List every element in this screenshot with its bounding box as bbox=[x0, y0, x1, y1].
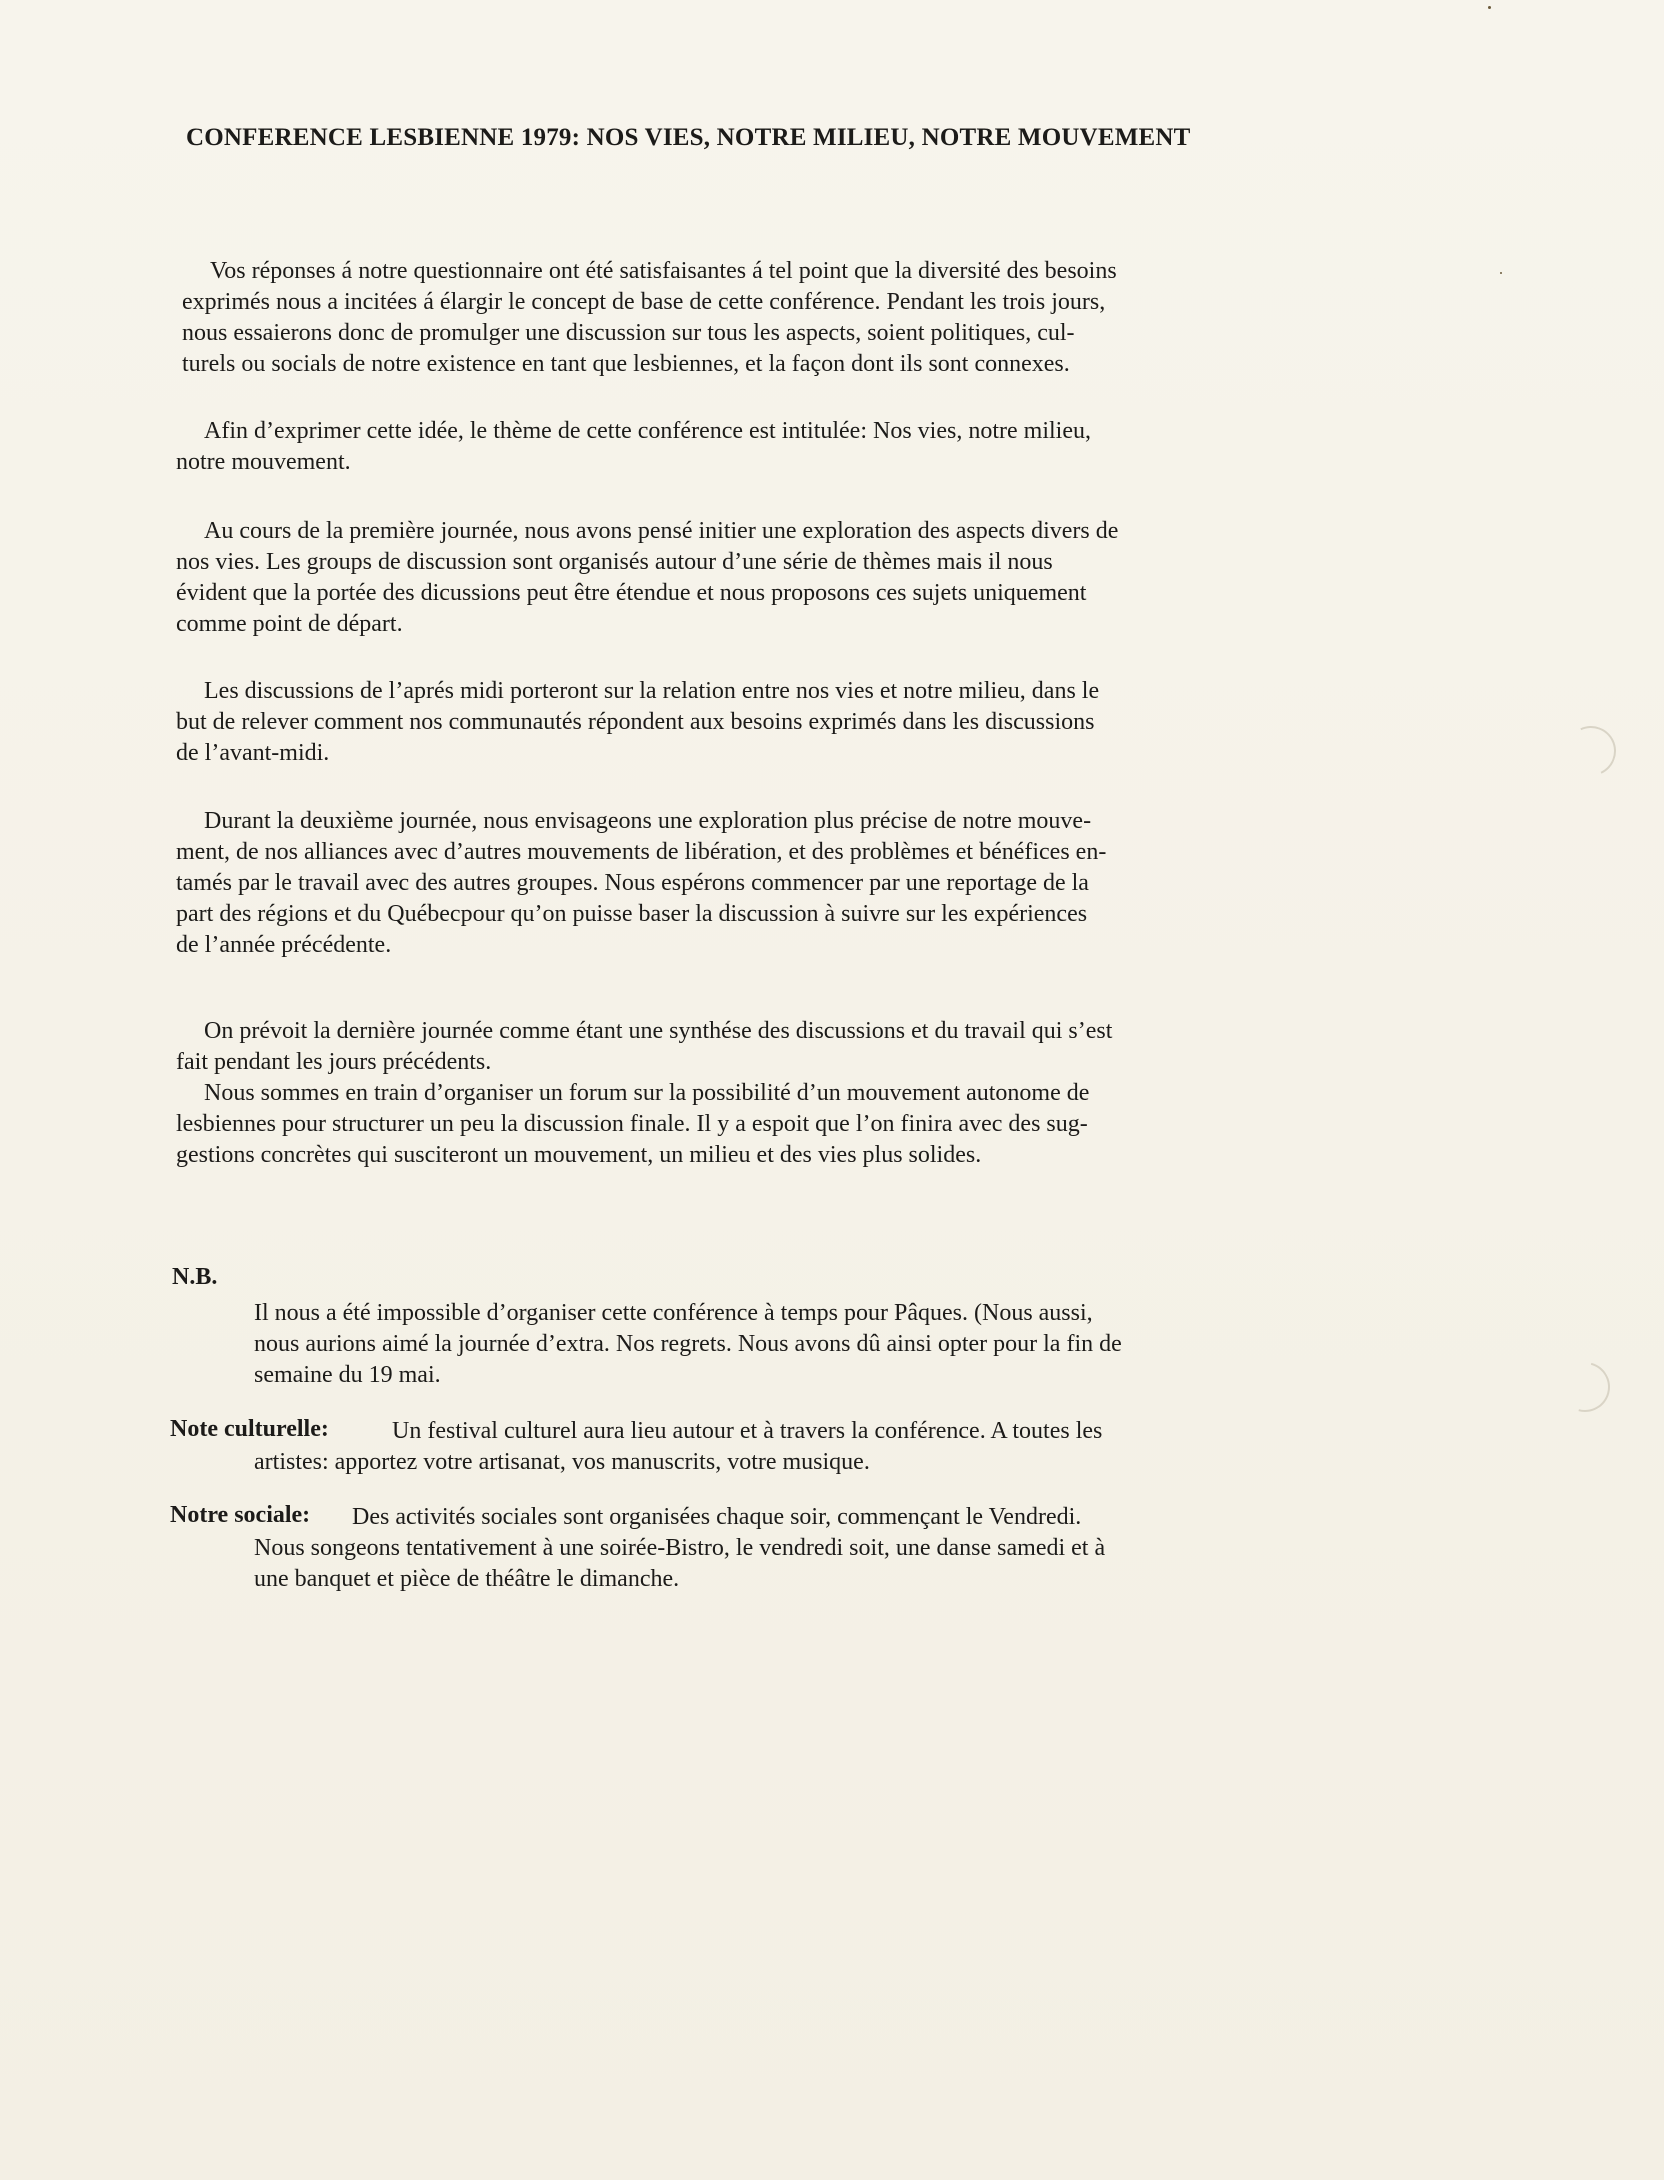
note-culturelle-first-line bbox=[392, 1416, 1342, 1447]
paragraph-line: Nous sommes en train d’organiser un forum sur la possibilité d’un mouvement autonome de bbox=[204, 1080, 1090, 1106]
paragraph-line: exprimés nous a incitées á élargir le concept de base de cette conférence. Pendant les trois jours, bbox=[182, 289, 1106, 315]
paragraph-line: Nous songeons tentativement à une soirée-Bistro, le vendredi soit, une danse samedi et à bbox=[254, 1535, 1106, 1561]
paragraph-6 bbox=[176, 1016, 1344, 1078]
paragraph-line: Il nous a été impossible d’organiser cette conférence à temps pour Pâques. (Nous aussi, bbox=[254, 1300, 1093, 1326]
paragraph-line: fait pendant les jours précédents. bbox=[176, 1049, 492, 1075]
paragraph-line: Au cours de la première journée, nous avons pensé initier une exploration des aspects divers de bbox=[204, 518, 1119, 544]
paragraph-line: On prévoit la dernière journée comme étant une synthése des discussions et du travail qui s’est bbox=[204, 1018, 1113, 1044]
paper-speck bbox=[1488, 6, 1491, 9]
paragraph-7 bbox=[176, 1078, 1344, 1171]
paragraph-line: Afin d’exprimer cette idée, le thème de cette conférence est intitulée: Nos vies, notre milieu, bbox=[204, 418, 1091, 444]
paragraph-line: comme point de départ. bbox=[176, 611, 403, 637]
paragraph-line: évident que la portée des dicussions peut être étendue et nous proposons ces sujets uniquement bbox=[176, 580, 1087, 606]
paragraph-line: turels ou socials de notre existence en tant que lesbiennes, et la façon dont ils sont connexes. bbox=[182, 351, 1070, 377]
document-title: CONFERENCE LESBIENNE 1979: NOS VIES, NOTRE MILIEU, NOTRE MOUVEMENT bbox=[186, 124, 1191, 151]
paragraph-line: Durant la deuxième journée, nous envisageons une exploration plus précise de notre mouve- bbox=[204, 808, 1092, 834]
paragraph-line: Vos réponses á notre questionnaire ont été satisfaisantes á tel point que la diversité des besoins bbox=[210, 258, 1117, 284]
paragraph-line: nous aurions aimé la journée d’extra. Nos regrets. Nous avons dû ainsi opter pour la fin de bbox=[254, 1331, 1122, 1357]
paragraph-line: Les discussions de l’aprés midi porteront sur la relation entre nos vies et notre milieu, dans le bbox=[204, 678, 1100, 704]
notre-sociale-first-line bbox=[352, 1502, 1342, 1533]
paragraph-5 bbox=[176, 806, 1344, 961]
nb-paragraph bbox=[254, 1298, 1344, 1391]
paragraph-line: semaine du 19 mai. bbox=[254, 1362, 441, 1388]
paragraph-1 bbox=[182, 256, 1350, 380]
note-culturelle-label: Note culturelle: bbox=[170, 1416, 329, 1442]
paragraph-line: de l’année précédente. bbox=[176, 932, 392, 958]
paragraph-line: gestions concrètes qui susciteront un mouvement, un milieu et des vies plus solides. bbox=[176, 1142, 982, 1168]
paragraph-line: Des activités sociales sont organisées chaque soir, commençant le Vendredi. bbox=[352, 1504, 1082, 1530]
paragraph-line: tamés par le travail avec des autres groupes. Nous espérons commencer par une reportage de la bbox=[176, 870, 1089, 896]
notre-sociale-label: Notre sociale: bbox=[170, 1502, 311, 1528]
paragraph-4 bbox=[176, 676, 1344, 769]
notre-sociale-rest bbox=[254, 1533, 1344, 1595]
paragraph-line: nous essaierons donc de promulger une discussion sur tous les aspects, soient politiques, cul- bbox=[182, 320, 1075, 346]
paragraph-line: nos vies. Les groups de discussion sont organisés autour d’une série de thèmes mais il nous bbox=[176, 549, 1053, 575]
paper-speck bbox=[1500, 272, 1502, 274]
paragraph-line: de l’avant-midi. bbox=[176, 740, 330, 766]
paragraph-line: but de relever comment nos communautés répondent aux besoins exprimés dans les discussions bbox=[176, 709, 1095, 735]
paragraph-2 bbox=[176, 416, 1344, 478]
note-culturelle-rest bbox=[254, 1447, 1344, 1478]
paragraph-line: notre mouvement. bbox=[176, 449, 351, 475]
paper-fold-mark bbox=[1559, 719, 1623, 783]
nb-label: N.B. bbox=[172, 1264, 218, 1290]
paragraph-line: artistes: apportez votre artisanat, vos manuscrits, votre musique. bbox=[254, 1449, 870, 1475]
paragraph-line: part des régions et du Québecpour qu’on puisse baser la discussion à suivre sur les expériences bbox=[176, 901, 1088, 927]
paragraph-line: lesbiennes pour structurer un peu la discussion finale. Il y a espoit que l’on finira avec des sug- bbox=[176, 1111, 1088, 1137]
paragraph-3 bbox=[176, 516, 1344, 640]
paragraph-line: ment, de nos alliances avec d’autres mouvements de libération, et des problèmes et bénéfices en- bbox=[176, 839, 1107, 865]
paper-fold-mark bbox=[1551, 1353, 1619, 1421]
paragraph-line: une banquet et pièce de théâtre le dimanche. bbox=[254, 1566, 680, 1592]
paragraph-line: Un festival culturel aura lieu autour et à travers la conférence. A toutes les bbox=[392, 1418, 1103, 1444]
